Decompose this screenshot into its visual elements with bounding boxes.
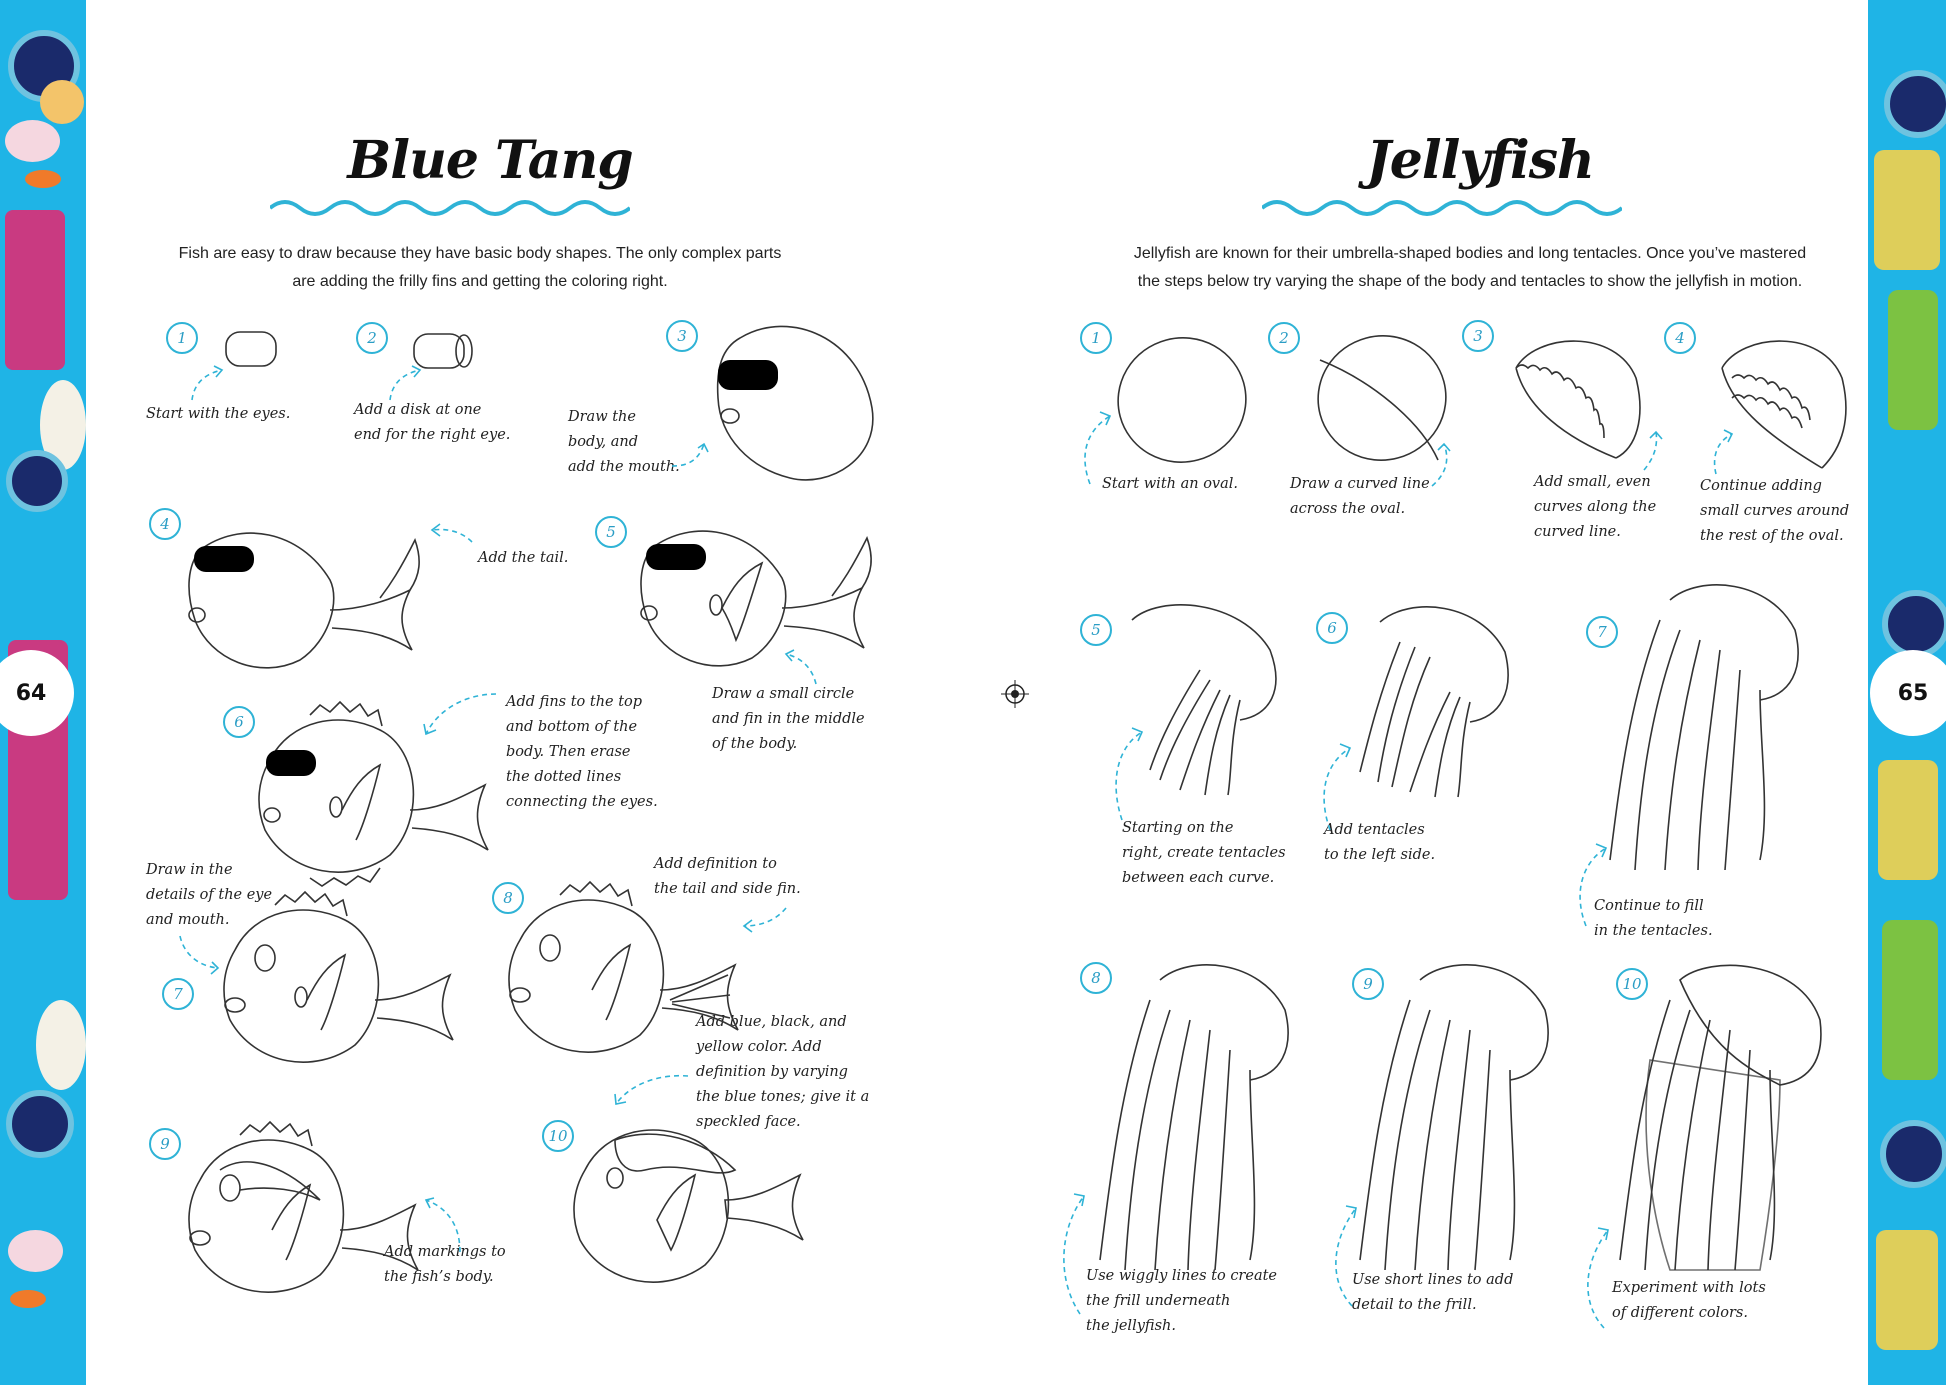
step-10-colored-fish-drawing [565,1100,815,1300]
intro-text-blue-tang: Fish are easy to draw because they have basic body shapes. The only complex parts are adding the frilly fins and getting the coloring right. [178,245,782,290]
step-badge-3: 3 [1462,320,1494,352]
step-badge-4: 4 [1664,322,1696,354]
step-7-details-drawing [215,880,475,1080]
step-7-arrow [178,934,228,974]
step-badge-5: 5 [595,516,627,548]
step-2-instruction: Add a disk at one end for the right eye. [354,402,511,443]
step-badge-10: 10 [542,1120,574,1152]
intro-text-jellyfish: Jellyfish are known for their umbrella-shaped bodies and long tentacles. Once you’ve mastered the steps below try varying the shape of the body and tentacles to show the jellyfish in motion. [1133,245,1807,290]
step-6-arrow [1318,740,1358,840]
wave-divider [1262,196,1622,220]
step-3-arrow [1640,428,1670,474]
step-badge-5: 5 [1080,614,1112,646]
step-9-instruction: Add markings to the fish’s body. [384,1244,506,1285]
step-6-tentacles-drawing [1340,602,1520,802]
step-3-body-drawing [710,318,880,488]
step-7-instruction: Draw in the details of the eye and mouth. [146,862,273,928]
step-1-arrow [1080,408,1120,488]
seaweed-decoration [1888,290,1938,430]
step-badge-9: 9 [149,1128,181,1160]
shell-decoration [1884,70,1946,138]
step-9-frill-detail-drawing [1350,960,1570,1280]
fish-decoration [25,170,61,188]
step-2-instruction: Draw a curved line across the oval. [1290,476,1430,517]
page-title-blue-tang: Blue Tang [347,130,633,191]
step-5-arrow [1110,724,1150,824]
step-badge-8: 8 [492,882,524,914]
step-badge-2: 2 [1268,322,1300,354]
coral-decoration [5,210,65,370]
step-5-instruction: Starting on the right, create tentacles between each curve. [1122,820,1286,886]
sponge-decoration [36,1000,86,1090]
step-badge-3: 3 [666,320,698,352]
step-5-arrow [780,648,820,688]
step-9-markings-drawing [180,1110,440,1310]
step-1-instruction: Start with an oval. [1102,476,1239,492]
step-8-frill-drawing [1090,960,1310,1280]
step-badge-1: 1 [166,322,198,354]
step-6-instruction: Add tentacles to the left side. [1324,822,1436,863]
coral-decoration [1878,760,1938,880]
step-10-arrow [1580,1222,1620,1332]
step-badge-7: 7 [162,978,194,1010]
registration-mark-icon [1001,680,1029,708]
step-8-arrow [1056,1188,1096,1318]
step-6-instruction: Add fins to the top and bottom of the body. Then erase the dotted lines connecting the eyes. [506,694,658,810]
step-8-definition-drawing [500,870,760,1070]
step-badge-8: 8 [1080,962,1112,994]
shell-decoration [40,80,84,124]
step-10-arrow [612,1070,692,1110]
step-10-instruction: Add blue, black, and yellow color. Add definition by varying the blue tones; give it a speckled face. [696,1014,870,1130]
shell-decoration [8,1230,63,1272]
page-title-jellyfish: Jellyfish [1366,130,1594,191]
seaweed-decoration [1882,920,1938,1080]
shell-decoration [1880,1120,1946,1188]
step-4-instruction: Add the tail. [478,550,569,566]
fish-decoration [10,1290,46,1308]
step-7-instruction: Continue to fill in the tentacles. [1594,898,1713,939]
step-badge-6: 6 [1316,612,1348,644]
step-badge-4: 4 [149,508,181,540]
step-9-arrow [420,1196,470,1256]
step-3-arrow [672,436,712,476]
step-1-eyes-drawing [222,328,282,372]
page-number-right: 65 [1870,650,1946,736]
step-4-tail-drawing [180,510,440,680]
step-7-tentacles-drawing [1600,580,1820,880]
step-7-arrow [1574,840,1614,930]
step-5-instruction: Draw a small circle and fin in the middle of the body. [712,686,865,752]
shell-decoration [6,450,68,512]
step-badge-6: 6 [223,706,255,738]
step-badge-10: 10 [1616,968,1648,1000]
page-number-left: 64 [0,650,74,736]
step-badge-7: 7 [1586,616,1618,648]
step-10-colored-jellyfish-drawing [1610,960,1840,1280]
step-3-instruction: Draw the body, and add the mouth. [568,409,680,475]
step-1-arrow [190,364,230,404]
step-2-arrow [388,364,428,404]
wave-divider [270,196,630,220]
step-9-instruction: Use short lines to add detail to the frill. [1352,1272,1514,1313]
shell-decoration [6,1090,74,1158]
step-4-arrow [428,522,474,548]
step-4-arrow [1710,428,1740,478]
step-badge-1: 1 [1080,322,1112,354]
step-3-curves-drawing [1506,328,1656,468]
step-9-arrow [1328,1200,1368,1310]
step-1-instruction: Start with the eyes. [146,406,291,422]
step-10-instruction: Experiment with lots of different colors. [1612,1280,1766,1321]
step-8-instruction: Add definition to the tail and side fin. [654,856,801,897]
step-2-arrow [1428,440,1458,490]
step-3-instruction: Add small, even curves along the curved line. [1534,474,1657,540]
coral-decoration [1876,1230,1938,1350]
step-badge-2: 2 [356,322,388,354]
step-8-arrow [740,904,790,934]
step-6-arrow [420,690,500,740]
step-4-instruction: Continue adding small curves around the rest of the oval. [1700,478,1850,544]
shell-decoration [1882,590,1946,658]
coral-decoration [1874,150,1940,270]
step-1-oval-drawing [1112,332,1262,472]
step-5-fin-drawing [632,508,892,678]
shell-decoration [5,120,60,162]
step-badge-9: 9 [1352,968,1384,1000]
step-8-instruction: Use wiggly lines to create the frill underneath the jellyfish. [1086,1268,1277,1334]
